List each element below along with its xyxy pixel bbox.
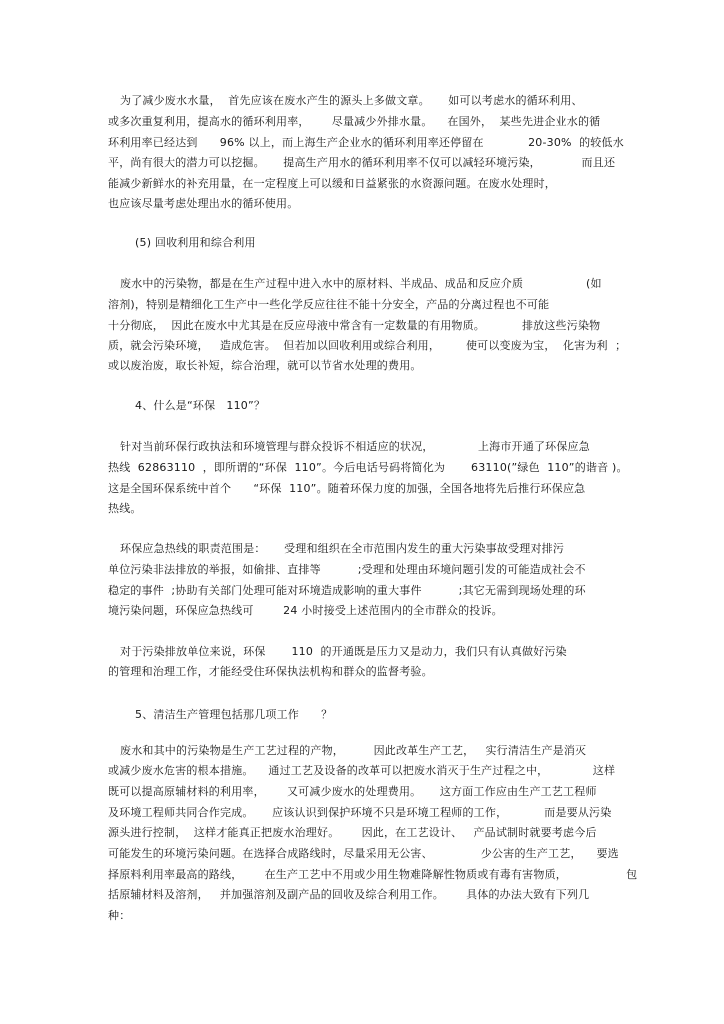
text-line: 这是全国环保系统中首个 “环保 110”。随着环保力度的加强，全国各地将先后推行环保应急 <box>108 482 586 495</box>
text-line: 种： <box>108 909 131 922</box>
text-line: 的管理和治理工作，才能经受住环保执法机构和群众的监督考验。 <box>108 665 433 678</box>
text-line: 既可以提高原辅材料的利用率， 又可减少废水的处理费用。 这方面工作应由生产工艺工程师 <box>108 785 597 798</box>
text-line: 对于污染排放单位来说，环保 110 的开通既是压力又是动力，我们只有认真做好污染 <box>120 645 567 658</box>
section-heading-recycle: (5) 回收利用和综合利用 <box>135 236 256 249</box>
text-line: 十分彻底， 因此在废水中尤其是在反应母液中常含有一定数量的有用物质。 排放这些污染物 <box>108 319 601 332</box>
text-line: 及环境工程师共同合作完成。 应该认识到保护环境不只是环境工程师的工作， 而是要从污染 <box>108 806 612 819</box>
text-line: 环利用率已经达到 96% 以上，而上海生产企业水的循环利用率还停留在 20-30% 的较低水 <box>108 136 624 149</box>
text-line: 括原辅材料及溶剂， 并加强溶剂及副产品的回收及综合利用工作。 具体的办法大致有下列几 <box>108 888 590 901</box>
text-line: 热线。 <box>108 502 142 515</box>
text-line: 质，就会污染环境， 造成危害。 但若加以回收利用或综合利用， 使可以变废为宝， 化害为利 ； <box>108 339 627 352</box>
text-line: 热线 62863110 ，即所谓的“环保 110”。今后电话号码将简化为 63110(”绿色 110”的谐音 )。 <box>108 461 628 474</box>
text-line: 源头进行控制， 这样才能真正把废水治理好。 因此，在工艺设计、 产品试制时就要考虑今后 <box>108 826 597 839</box>
text-line: 针对当前环保行政执法和环境管理与群众投诉不相适应的状况， 上海市开通了环保应急 <box>120 440 590 453</box>
text-line: 或减少废水危害的根本措施。 通过工艺及设备的改革可以把废水消灭于生产过程之中， 这样 <box>108 764 616 777</box>
text-line: 择原料利用率最高的路线， 在生产工艺中不用或少用生物难降解性物质或有毒有害物质， 包 <box>108 868 638 881</box>
text-line: 可能发生的环境污染问题。在选择合成路线时，尽量采用无公害、 少公害的生产工艺， 要选 <box>108 847 619 860</box>
text-line: 废水和其中的污染物是生产工艺过程的产物， 因此改革生产工艺， 实行清洁生产是消灭 <box>120 744 587 757</box>
text-line: 或多次重复利用，提高水的循环利用率， 尽量减少外排水量。 在国外， 某些先进企业水的循 <box>108 115 601 128</box>
text-line: 稳定的事件 ;协助有关部门处理可能对环境造成影响的重大事件 ;其它无需到现场处理的环 <box>108 584 586 597</box>
text-line: 境污染问题，环保应急热线可 24 小时接受上述范围内的全市群众的投诉。 <box>108 604 503 617</box>
text-line: 溶剂)，特别是精细化工生产中一些化学反应往往不能十分安全，产品的分离过程也不可能 <box>108 298 550 311</box>
text-line: 也应该尽量考虑处理出水的循环使用。 <box>108 197 299 210</box>
text-line: 能减少新鲜水的补充用量，在一定程度上可以缓和日益紧张的水资源问题。在废水处理时， <box>108 177 556 190</box>
text-line: 或以废治废，取长补短，综合治理，就可以节省水处理的费用。 <box>108 359 422 372</box>
text-line: 废水中的污染物，都是在生产过程中进入水中的原材料、半成品、成品和反应介质 (如 <box>120 277 602 290</box>
text-line: 平，尚有很大的潜力可以挖掘。 提高生产用水的循环利用率不仅可以减轻环境污染， 而且还 <box>108 156 616 169</box>
text-line: 环保应急热线的职责范围是： 受理和组织在全市范围内发生的重大污染事故受理对排污 <box>120 542 565 555</box>
section-heading-hotline: 4、什么是“环保 110”？ <box>135 399 266 412</box>
section-heading-clean-production: 5、清洁生产管理包括那几项工作 ？ <box>135 708 333 721</box>
text-line: 单位污染非法排放的举报，如偷排、直排等 ;受理和处理由环境问题引发的可能造成社会不 <box>108 563 586 576</box>
text-line: 为了减少废水水量， 首先应该在废水产生的源头上多做文章。 如可以考虑水的循环利用、 <box>120 94 583 107</box>
